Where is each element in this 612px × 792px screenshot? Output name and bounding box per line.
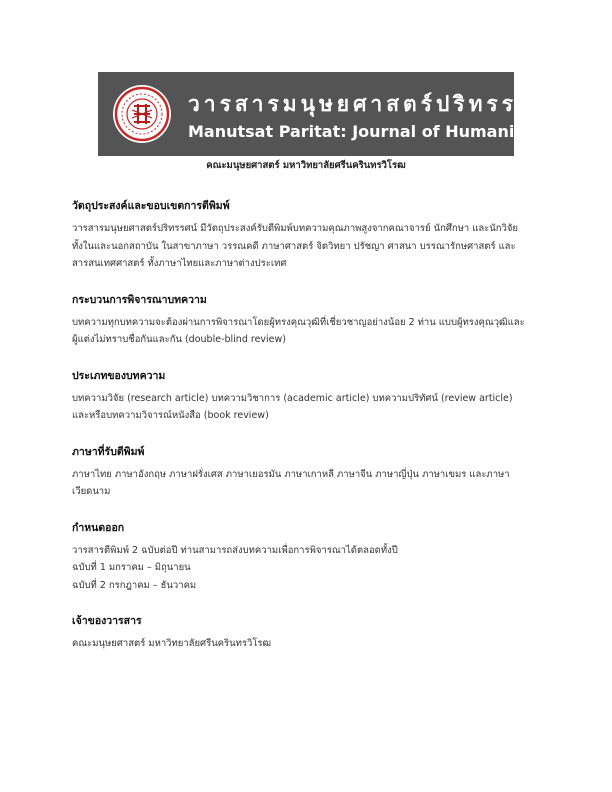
paragraph-line: วารสารมนุษยศาสตร์ปริทรรศน์ มีวัตถุประสงค์รับตีพิมพ์บทความคุณภาพสูงจากคณาจารย์ นักศึกษา และนักวิจัย xyxy=(72,223,518,234)
section-heading: กำหนดออก xyxy=(72,521,125,534)
section-languages xyxy=(72,444,542,501)
section-heading: ภาษาที่รับตีพิมพ์ xyxy=(72,445,145,458)
journal-banner xyxy=(98,72,553,156)
paragraph-line: วารสารตีพิมพ์ 2 ฉบับต่อปี ท่านสามารถส่งบทความเพื่อการพิจารณาได้ตลอดทั้งปี xyxy=(72,544,398,556)
section-schedule xyxy=(72,520,542,595)
faculty-subtitle: คณะมนุษยศาสตร์ มหาวิทยาลัยศรีนครินทรวิโรฒ xyxy=(206,160,406,171)
section-heading: วัตถุประสงค์และขอบเขตการตีพิมพ์ xyxy=(72,200,230,212)
banner-title-thai: วารสารมนุษยศาสตร์ปริทรรศน์ xyxy=(188,92,553,116)
paragraph-line: บทความวิจัย (research article) บทความวิชาการ (academic article) บทความปริทัศน์ (review article) xyxy=(72,392,513,404)
journal-info xyxy=(72,198,542,672)
paragraph-line: และหรือบทความวิจารณ์หนังสือ (book review) xyxy=(72,410,269,421)
section-review-process xyxy=(72,292,542,349)
paragraph-line: เวียดนาม xyxy=(72,486,111,497)
banner-title-english: Manutsat Paritat: Journal of Humanities xyxy=(188,122,548,141)
paragraph-line: ทั้งในและนอกสถาบัน ในสาขาภาษา วรรณคดี ภาษาศาสตร์ จิตวิทยา ปรัชญา ศาสนา บรรณารักษศาสตร์ และ xyxy=(72,240,516,252)
paragraph-line: ผู้แต่งไม่ทราบชื่อกันและกัน (double-blind review) xyxy=(72,334,286,345)
section-owner xyxy=(72,613,542,653)
paragraph-line: ภาษาไทย ภาษาอังกฤษ ภาษาฝรั่งเศส ภาษาเยอรมัน ภาษาเกาหลี ภาษาจีน ภาษาญี่ปุ่น ภาษาเขมร และภาษา xyxy=(72,468,510,480)
section-article-types xyxy=(72,368,542,425)
section-heading: กระบวนการพิจารณาบทความ xyxy=(72,293,207,306)
paragraph-line: สารสนเทศศาสตร์ ทั้งภาษาไทยและภาษาต่างประเทศ xyxy=(72,258,287,269)
section-heading: เจ้าของวารสาร xyxy=(72,615,142,627)
university-seal-icon xyxy=(112,84,172,144)
paragraph-line: บทความทุกบทความจะต้องผ่านการพิจารณาโดยผู้ทรงคุณวุฒิที่เชี่ยวชาญอย่างน้อย 2 ท่าน แบบผู้ทรงคุณวุฒิและ xyxy=(72,316,525,328)
paragraph-line: ฉบับที่ 1 มกราคม – มิถุนายน xyxy=(72,562,191,573)
section-scope xyxy=(72,198,542,273)
section-heading: ประเภทของบทความ xyxy=(72,369,166,382)
paragraph-line: ฉบับที่ 2 กรกฎาคม – ธันวาคม xyxy=(72,579,197,591)
paragraph-line: คณะมนุษยศาสตร์ มหาวิทยาลัยศรีนครินทรวิโรฒ xyxy=(72,638,272,649)
